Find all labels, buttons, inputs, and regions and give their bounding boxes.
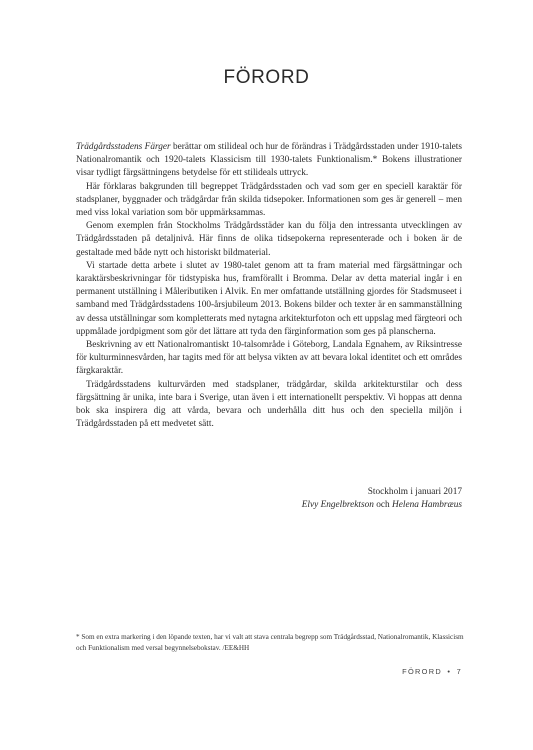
book-title-italic: Trädgårdsstadens Färger bbox=[76, 142, 171, 152]
author-1: Elvy Engelbrektson bbox=[301, 500, 374, 511]
paragraph-4: Vi startade detta arbete i slutet av 1980-talet genom att ta fram material med färgsättningar och karaktärsbeskrivningar för tidstypiska hus, framförallt i Bromma. Delar av detta material ingår i en permanent utställning i Måleributiken i Alvik. En mer omfattande utställning gjordes för Stadsmuseet i samband med Trädgårdsstadens 100-årsjubileum 2013. Bokens bilder och texter är en sammanställning av dessa utställningar som kompletterats med nytagna arkitekturfoton och ett uppslag med färgteori och uppmålade jordpigment som gör det lättare att tyda den färginformation som ges på planscherna. bbox=[76, 260, 462, 337]
paragraph-3: Genom exemplen från Stockholms Trädgårdsstäder kan du följa den intressanta utvecklingen av Trädgårdsstaden på detaljnivå. Här finns de olika tidsepokerna representerade och i boken är de gestaltade med både nytt och historiskt bildmaterial. bbox=[76, 221, 462, 258]
footnote: * Som en extra markering i den löpande texten, har vi valt att stava centrala begrepp som Trädgårdsstad, Nationalromantik, Klassicism och Funktionalism med versal begynnelsebokstav. /EE&HH bbox=[76, 633, 464, 652]
paragraph-6: Trädgårdsstadens kulturvärden med stadsplaner, trädgårdar, skilda arkitekturstilar och dess färgsättning är unika, inte bara i Sverige, utan även i ett internationellt perspektiv. Vi hoppas att denna bok ska inspirera dig att vårda, bevara och underhålla ditt hus och den speciella miljön i Trädgårdsstaden på ett medvetet sätt. bbox=[76, 379, 462, 430]
paragraph-1-text: berättar om stilideal och hur de förändras i Trädgårdsstaden under 1910-talets Nationalromantik och 1920-talets Klassicism till 1930-talets Funktionalism.* Bokens illustrationer visar tydligt färgsättningens betydelse för ett stilideals uttryck. bbox=[76, 142, 462, 179]
body-text bbox=[76, 141, 462, 431]
footer-bullet: • bbox=[447, 667, 452, 676]
page-title: FÖRORD bbox=[223, 67, 310, 88]
author-conjunction: och bbox=[373, 500, 393, 511]
signature-place-date: Stockholm i januari 2017 bbox=[367, 487, 462, 497]
signature-block bbox=[302, 486, 462, 512]
author-2: Helena Hambræus bbox=[392, 500, 462, 511]
footer-section-label: FÖRORD bbox=[402, 667, 442, 676]
paragraph-2: Här förklaras bakgrunden till begreppet Trädgårdsstaden och vad som ger en speciell karaktär för stadsplaner, byggnader och trädgårdar från skilda tidsepoker. Informationen som ges är generell – men med viss lokal variation som bör uppmärksammas. bbox=[76, 181, 462, 219]
paragraph-5: Beskrivning av ett Nationalromantiskt 10-talsområde i Göteborg, Landala Egnahem, av Riksintresse för kulturminnesvården, har tagits med för att belysa vikten av att bevara lokal identitet och ett områdes färgkaraktär. bbox=[76, 340, 462, 377]
signature-authors bbox=[302, 499, 462, 512]
page-footer bbox=[402, 667, 462, 676]
paragraph-1 bbox=[76, 141, 462, 181]
page-number: 7 bbox=[456, 667, 462, 676]
